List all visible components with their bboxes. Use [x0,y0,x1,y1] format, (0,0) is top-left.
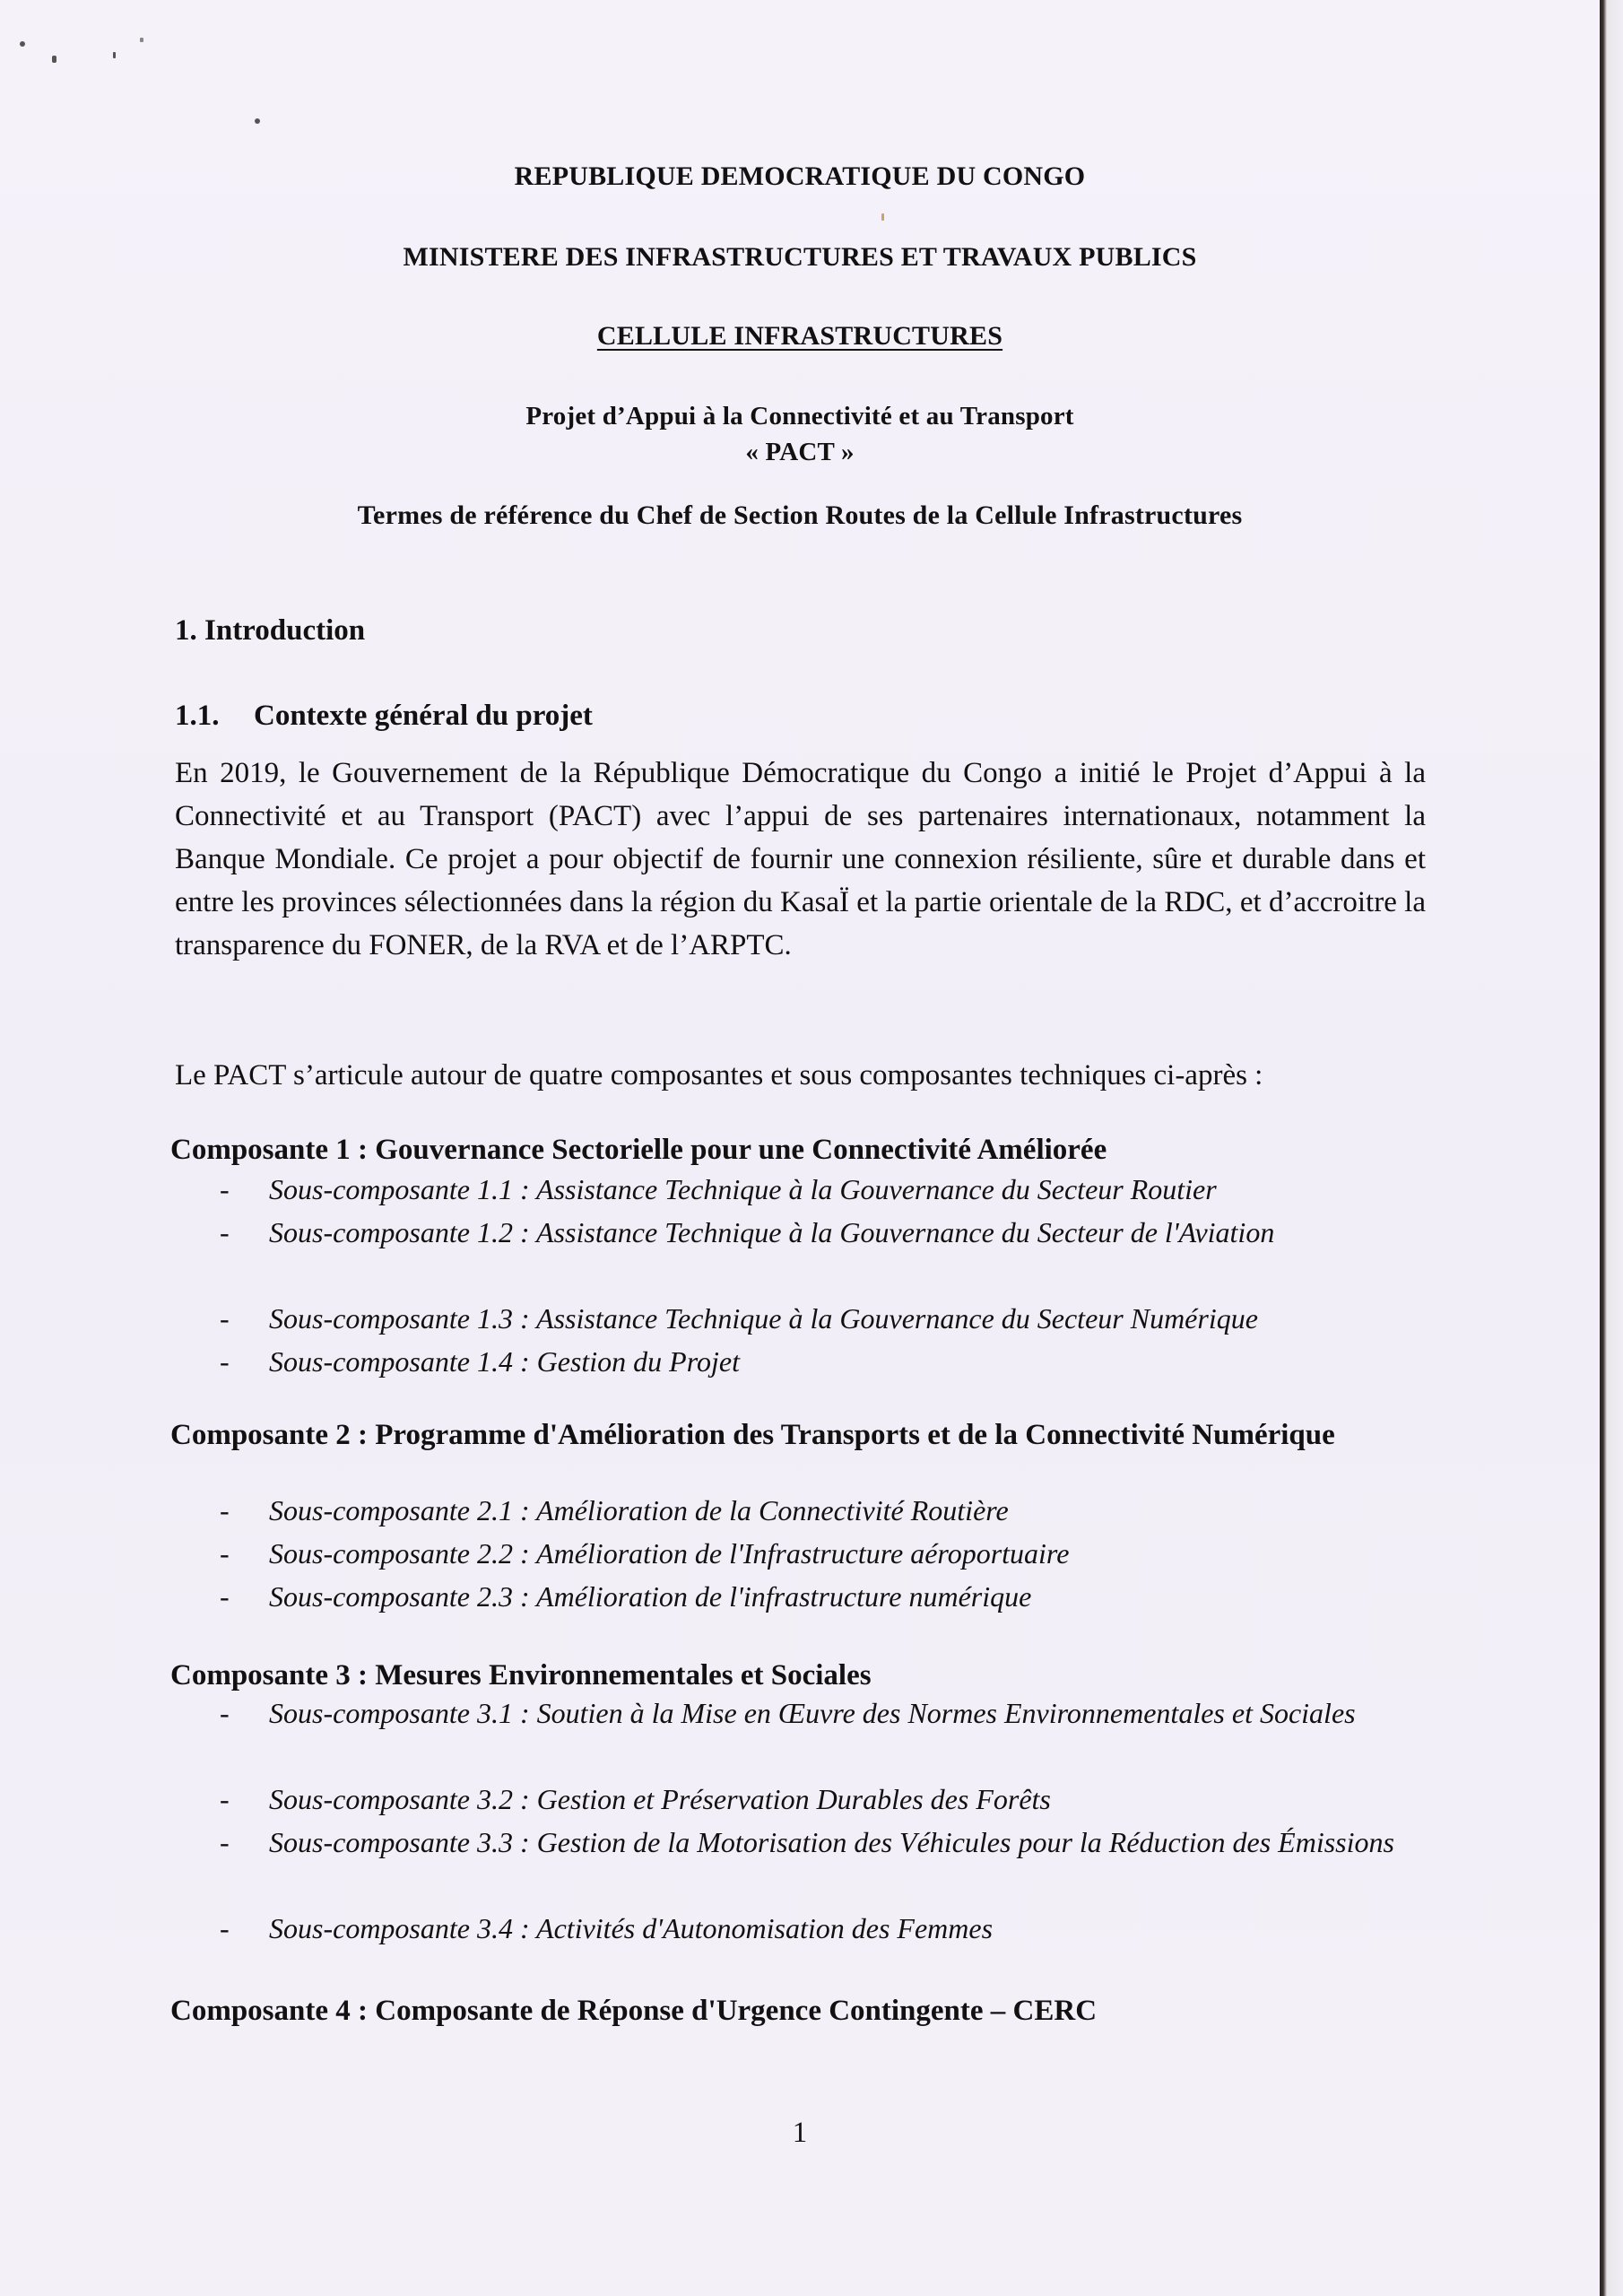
scan-speck [52,56,56,63]
scan-speck [113,52,116,58]
section-number: 1. [175,614,197,647]
subcomponent-item [220,1575,1426,1618]
page-number: 1 [792,2117,808,2149]
document-title: Termes de référence du Chef de Section Routes de la Cellule Infrastructures [357,500,1243,530]
project-name: Projet d’Appui à la Connectivité et au Transport [525,402,1074,430]
components-intro-paragraph: Le PACT s’articule autour de quatre composantes et sous composantes techniques ci-après : [175,1059,1263,1091]
bullet-dash: - [220,1783,230,1815]
subcomponent-item [220,1821,1426,1864]
ministry-header: MINISTERE DES INFRASTRUCTURES ET TRAVAUX PUBLICS [403,242,1197,272]
bullet-dash: - [220,1912,230,1944]
component-3-title: Composante 3 : Mesures Environnementales et Sociales [170,1659,872,1692]
subcomponent-item [220,1778,1426,1821]
context-paragraph: En 2019, le Gouvernement de la République Démocratique du Congo a initié le Projet d’Appui à la Connectivité et au Transport (PACT) avec l’appui de ses partenaires internationaux, notamment la Banque Mondiale. Ce projet a pour objectif de fournir une connexion résiliente, sûre et durable dans et entre les provinces sélectionnées dans la région du KasaÏ et la partie orientale de la RDC, et d’accroitre la transparence du FONER, de la RVA et de l’ARPTC. [175,757,1426,961]
unit-header [0,321,1600,352]
subcomponent-text: Sous-composante 1.2 : Assistance Technique à la Gouvernance du Secteur de l'Aviation [269,1216,1275,1248]
subcomponent-item [220,1489,1426,1532]
section-heading-introduction [175,614,365,648]
bullet-dash: - [220,1345,230,1378]
country-header: REPUBLIQUE DEMOCRATIQUE DU CONGO [514,161,1086,191]
scan-speck [255,118,260,124]
subcomponent-text: Sous-composante 3.4 : Activités d'Autonomisation des Femmes [269,1912,994,1944]
subcomponent-text: Sous-composante 1.3 : Assistance Technique à la Gouvernance du Secteur Numérique [269,1302,1258,1335]
subcomponent-item [220,1532,1426,1575]
subcomponent-item [220,1297,1426,1340]
subcomponent-text: Sous-composante 2.2 : Amélioration de l'Infrastructure aéroportuaire [269,1537,1070,1570]
bullet-dash: - [220,1173,230,1205]
component-4-title: Composante 4 : Composante de Réponse d'Urgence Contingente – CERC [170,1995,1098,2027]
project-acronym: « PACT » [745,438,855,466]
subsection-heading-context [175,700,593,733]
section-title: Introduction [204,614,366,647]
subcomponent-item [220,1907,1426,1950]
subcomponent-item [220,1340,1426,1383]
bullet-dash: - [220,1494,230,1526]
bullet-dash: - [220,1537,230,1570]
component-2-title: Composante 2 : Programme d'Amélioration des Transports et de la Connectivité Numérique [170,1419,1335,1451]
bullet-dash: - [220,1302,230,1335]
bullet-dash: - [220,1697,230,1729]
subcomponent-text: Sous-composante 3.1 : Soutien à la Mise en Œuvre des Normes Environnementales et Sociales [269,1697,1356,1729]
subsection-title: Contexte général du projet [254,700,593,732]
component-1-title: Composante 1 : Gouvernance Sectorielle pour une Connectivité Améliorée [170,1134,1107,1166]
bullet-dash: - [220,1826,230,1858]
unit-header-text: CELLULE INFRASTRUCTURES [596,321,1003,351]
subcomponent-text: Sous-composante 3.3 : Gestion de la Motorisation des Véhicules pour la Réduction des Émissions [269,1826,1394,1858]
subcomponent-text: Sous-composante 2.3 : Amélioration de l'infrastructure numérique [269,1580,1032,1613]
page-edge-shadow [1600,0,1623,2296]
subcomponent-text: Sous-composante 2.1 : Amélioration de la Connectivité Routière [269,1494,1009,1526]
scan-speck [881,213,884,221]
subsection-number: 1.1. [175,700,220,732]
subcomponent-text: Sous-composante 1.4 : Gestion du Projet [269,1345,740,1378]
scan-speck [140,38,143,42]
bullet-dash: - [220,1580,230,1613]
subcomponent-text: Sous-composante 1.1 : Assistance Technique à la Gouvernance du Secteur Routier [269,1173,1217,1205]
scan-speck [20,41,25,47]
subcomponent-text: Sous-composante 3.2 : Gestion et Préservation Durables des Forêts [269,1783,1051,1815]
subcomponent-item [220,1168,1426,1211]
bullet-dash: - [220,1216,230,1248]
subcomponent-item [220,1692,1426,1735]
subcomponent-item [220,1211,1426,1254]
